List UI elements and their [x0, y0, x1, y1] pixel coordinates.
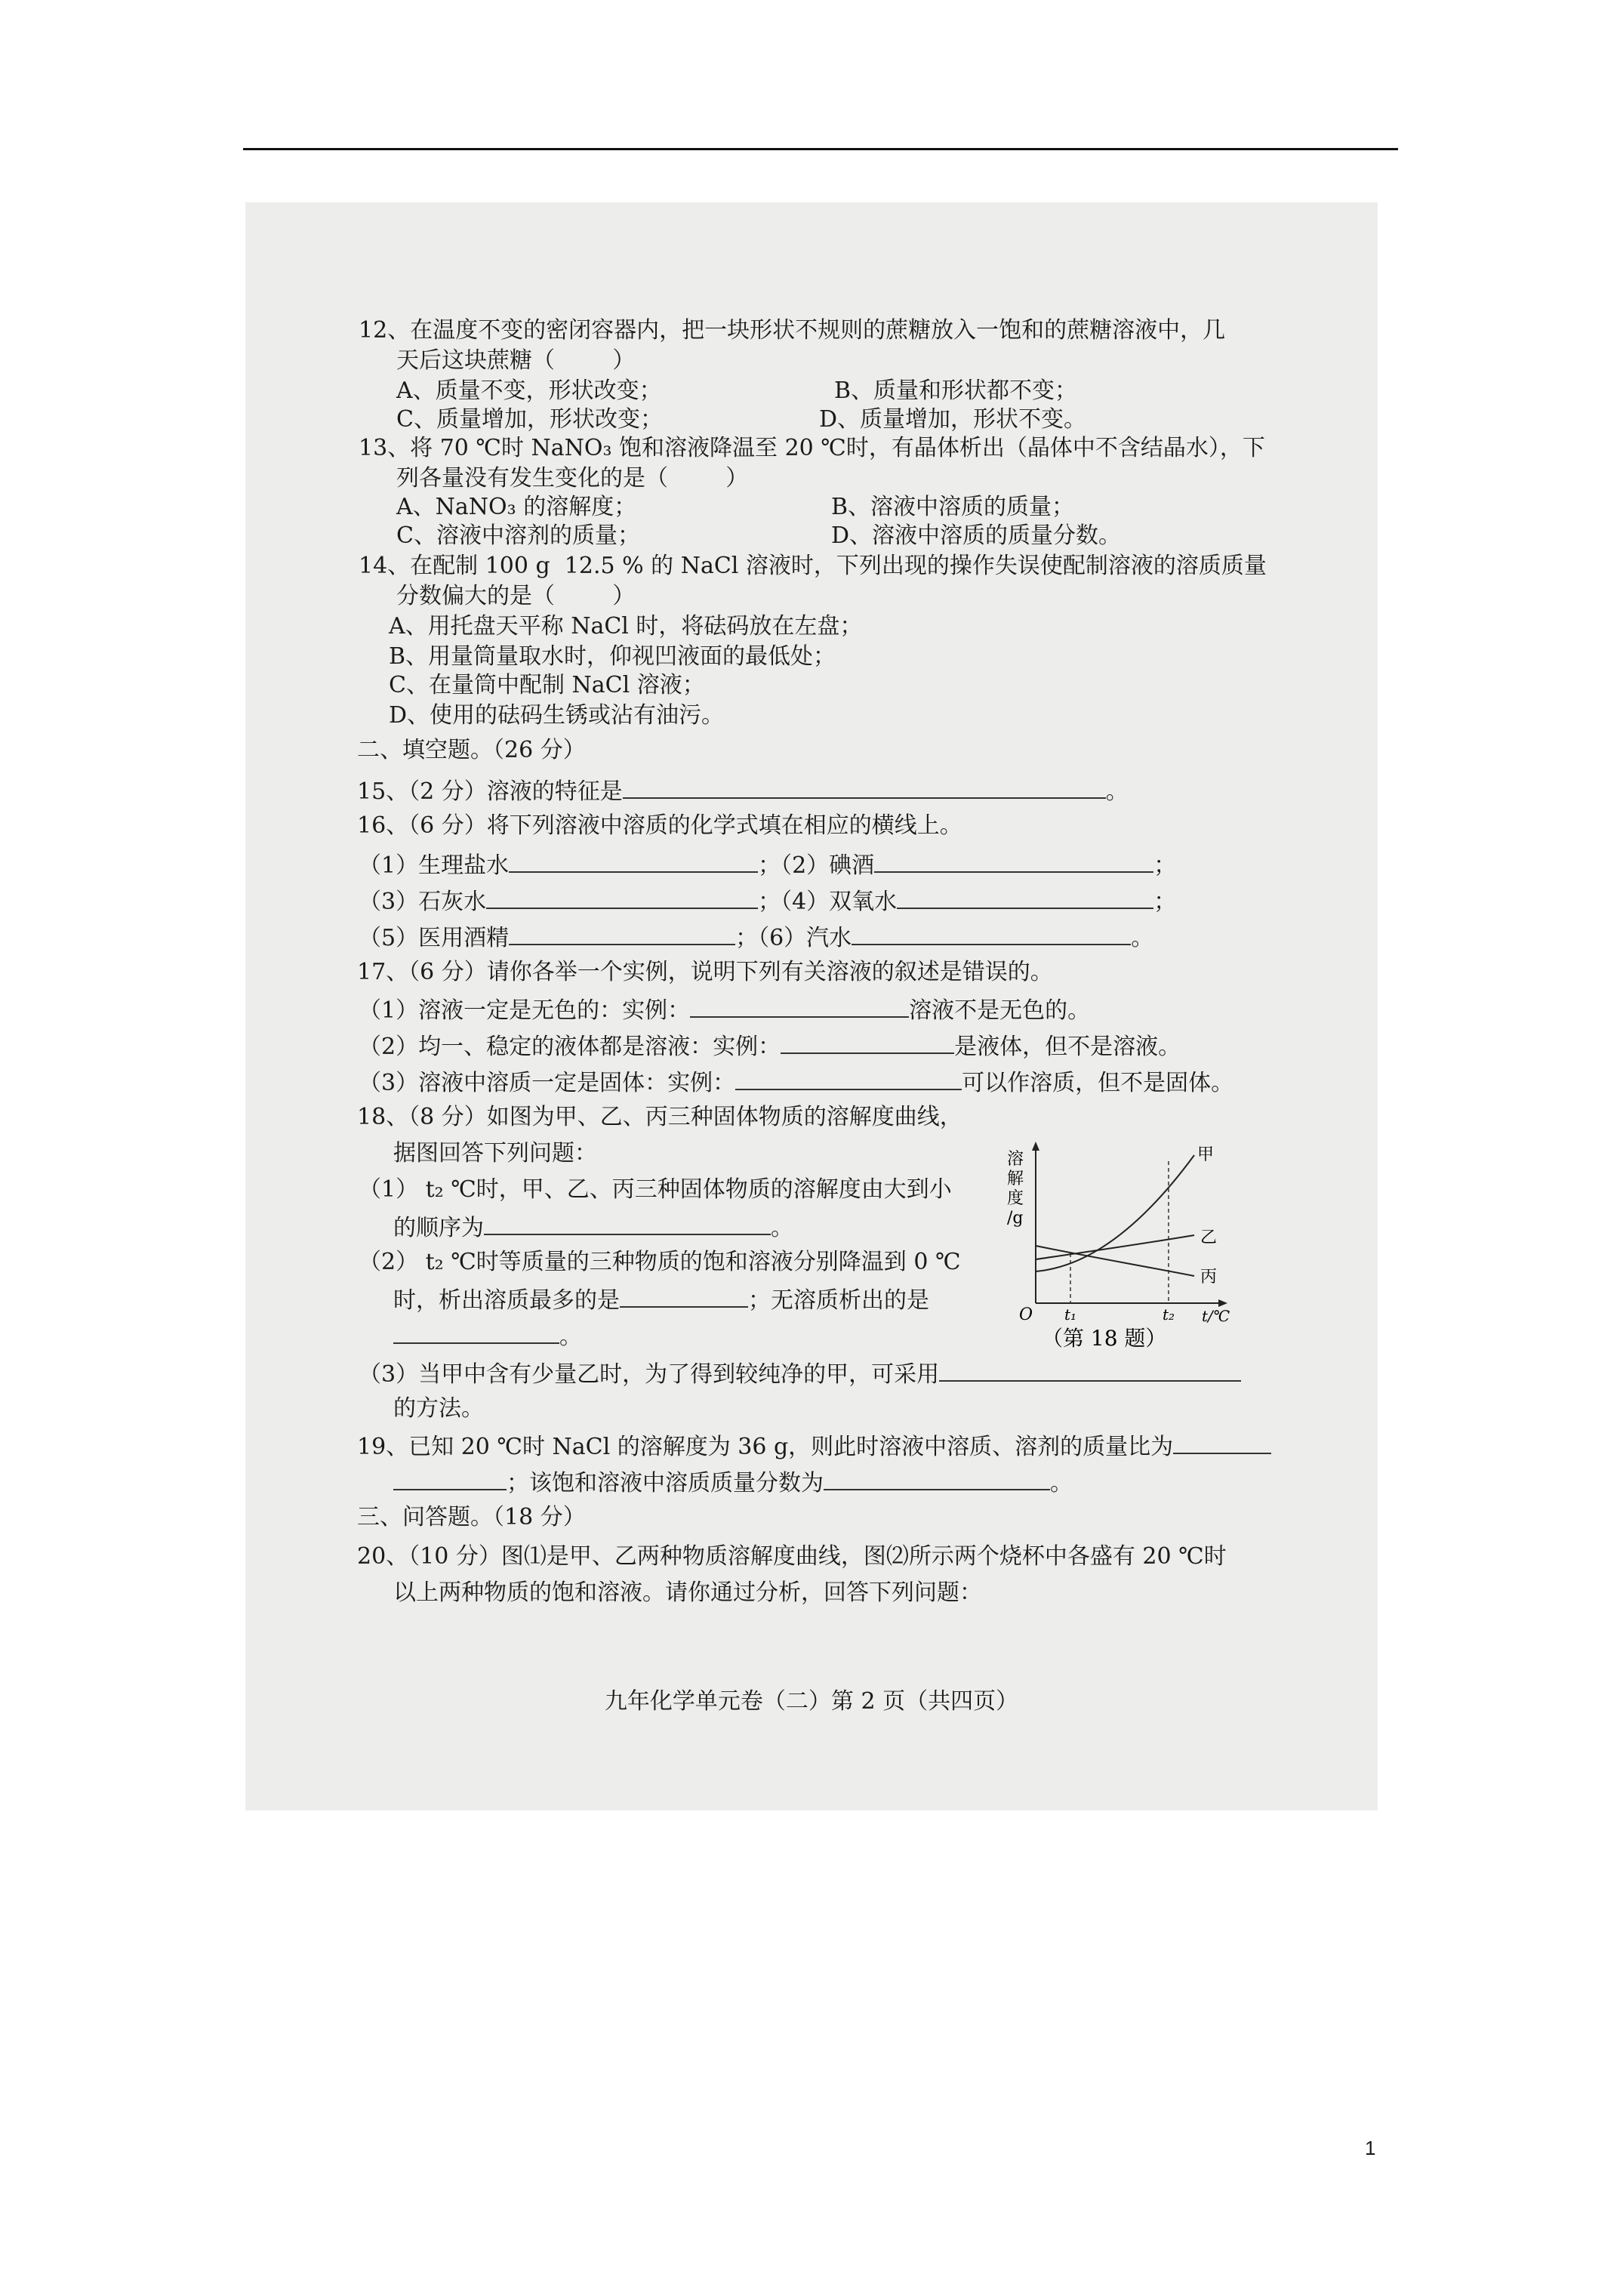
q16-blank-5[interactable]	[509, 921, 735, 945]
q16-item-3-label: （3）石灰水	[359, 889, 487, 915]
q16-blank-2[interactable]	[874, 849, 1153, 873]
figure-ylabel-4: /g	[1007, 1209, 1024, 1228]
q19-blank-1b[interactable]	[393, 1466, 507, 1490]
q18-part-2-b	[393, 1284, 929, 1316]
q17-line-2	[359, 1030, 1181, 1062]
q19-end: 。	[1050, 1470, 1073, 1496]
solubility-curve-figure	[996, 1139, 1246, 1350]
q18-part-3-b: 的方法。	[393, 1395, 484, 1422]
q16-blank-1[interactable]	[509, 849, 758, 873]
q15-end: 。	[1105, 778, 1129, 805]
q18-blank-2[interactable]	[620, 1284, 748, 1308]
q20-line-1: 20、（10 分）图⑴是甲、乙两种物质溶解度曲线，图⑵所示两个烧杯中各盛有 20 ℃时	[357, 1543, 1227, 1570]
q18-p1-end: 。	[771, 1215, 793, 1241]
figure-tick-t1: t₁	[1064, 1305, 1077, 1324]
section-qa-heading: 三、问答题。（18 分）	[357, 1504, 586, 1530]
q12-stem-1: 12、在温度不变的密闭容器内，把一块形状不规则的蔗糖放入一饱和的蔗糖溶液中，几	[359, 317, 1226, 344]
q15-blank[interactable]	[623, 775, 1106, 799]
q17-l2-suffix: 是液体，但不是溶液。	[954, 1034, 1181, 1060]
q13-option-b: B、溶液中溶质的质量；	[831, 494, 1075, 520]
q14-option-d: D、使用的砝码生锈或沾有油污。	[389, 702, 725, 729]
q16-blank-6[interactable]	[852, 921, 1131, 945]
q17-l2-prefix: （2）均一、稳定的液体都是溶液：实例：	[359, 1034, 781, 1060]
q18-stem-2: 据图回答下列问题：	[393, 1140, 597, 1166]
q17-blank-2[interactable]	[781, 1030, 954, 1054]
page-footer: 九年化学单元卷（二）第 2 页（共四页）	[604, 1688, 1019, 1715]
q17-blank-3[interactable]	[735, 1066, 962, 1090]
q14-stem-1: 14、在配制 100 g 12.5 % 的 NaCl 溶液时，下列出现的操作失误使配制溶液的溶质质量	[359, 553, 1267, 579]
q16-sep-2: ；	[1153, 889, 1177, 915]
q18-p2-end: 。	[559, 1324, 582, 1350]
q15-text: 15、（2 分）溶液的特征是	[357, 778, 623, 805]
figure-xlabel: t/℃	[1202, 1307, 1230, 1325]
q17-line-1	[359, 994, 1090, 1026]
q19-blank-2[interactable]	[824, 1466, 1050, 1490]
q18-p2-prefix: 时，析出溶质最多的是	[393, 1287, 620, 1314]
q19-text-2: ；该饱和溶液中溶质质量分数为	[507, 1470, 824, 1496]
q18-stem-1: 18、（8 分）如图为甲、乙、丙三种固体物质的溶解度曲线，	[357, 1104, 962, 1130]
q18-part-1-b	[393, 1211, 793, 1244]
q17-l3-prefix: （3）溶液中溶质一定是固体：实例：	[359, 1070, 736, 1096]
figure-ylabel-2: 解	[1007, 1170, 1024, 1188]
q13-stem-2: 列各量没有发生变化的是（ ）	[396, 465, 749, 492]
curve-yi-label: 乙	[1200, 1228, 1218, 1247]
q12-option-b: B、质量和形状都不变；	[834, 378, 1078, 404]
q17-stem: 17、（6 分）请你各举一个实例，说明下列有关溶液的叙述是错误的。	[357, 959, 1053, 985]
q16-row-2	[359, 885, 1176, 917]
q19-line-2	[393, 1466, 1073, 1499]
q16-stem: 16、（6 分）将下列溶液中溶质的化学式填在相应的横线上。	[357, 812, 962, 839]
figure-tick-t2: t₂	[1163, 1305, 1175, 1324]
figure-y-arrow	[1032, 1142, 1039, 1151]
q17-blank-1[interactable]	[690, 994, 909, 1018]
q18-part-2-c	[393, 1320, 582, 1352]
q17-l3-suffix: 可以作溶质，但不是固体。	[962, 1070, 1234, 1096]
q17-l1-suffix: 溶液不是无色的。	[909, 997, 1091, 1024]
q12-stem-2: 天后这块蔗糖（ ）	[396, 347, 636, 374]
q14-stem-2: 分数偏大的是（ ）	[396, 583, 636, 609]
q14-option-a: A、用托盘天平称 NaCl 时，将砝码放在左盘；	[389, 613, 863, 639]
q18-blank-4[interactable]	[939, 1358, 1241, 1382]
q15	[357, 775, 1129, 807]
figure-ylabel-3: 度	[1007, 1189, 1024, 1208]
q14-option-b: B、用量筒量取水时，仰视凹液面的最低处；	[389, 643, 836, 670]
q18-p1-prefix: 的顺序为	[393, 1215, 484, 1241]
figure-caption: （第 18 题）	[1042, 1326, 1167, 1350]
figure-origin: O	[1019, 1305, 1033, 1324]
curve-bing	[1036, 1246, 1194, 1276]
q18-p3-prefix: （3）当甲中含有少量乙时，为了得到较纯净的甲，可采用	[359, 1361, 940, 1388]
q18-blank-1[interactable]	[484, 1211, 771, 1235]
q12-option-c: C、质量增加，形状改变；	[396, 406, 663, 433]
q18-part-3-a	[359, 1358, 1241, 1390]
q19-line-1	[357, 1430, 1271, 1462]
q16-item-5-label: （5）医用酒精	[359, 925, 510, 951]
q16-sep-1: ；	[1153, 852, 1177, 879]
curve-bing-label: 丙	[1200, 1268, 1218, 1287]
q12-option-d: D、质量增加，形状不变。	[819, 406, 1087, 433]
scanned-page	[245, 202, 1378, 1811]
curve-jia	[1036, 1155, 1194, 1271]
q17-line-3	[359, 1066, 1233, 1099]
q16-blank-4[interactable]	[897, 885, 1153, 909]
page-number: 1	[1365, 2137, 1376, 2159]
q18-blank-3[interactable]	[393, 1320, 559, 1344]
q16-end: 。	[1131, 925, 1154, 951]
q16-row-3	[359, 921, 1153, 954]
section-fill-in-heading: 二、填空题。（26 分）	[357, 737, 586, 763]
q12-option-a: A、质量不变，形状改变；	[396, 378, 662, 404]
q18-p2-mid: ；无溶质析出的是	[748, 1287, 929, 1314]
q16-item-2-label: ；（2）碘酒	[758, 852, 875, 879]
q16-item-4-label: ；（4）双氧水	[758, 889, 898, 915]
curve-jia-label: 甲	[1197, 1145, 1215, 1164]
q18-part-1-a: （1） t₂ ℃时，甲、乙、丙三种固体物质的溶解度由大到小	[359, 1176, 952, 1203]
q16-item-1-label: （1）生理盐水	[359, 852, 510, 879]
figure-ylabel-1: 溶	[1007, 1150, 1024, 1169]
q13-option-d: D、溶液中溶质的质量分数。	[831, 522, 1122, 549]
figure-x-arrow	[1218, 1299, 1227, 1307]
q13-stem-1: 13、将 70 ℃时 NaNO₃ 饱和溶液降温至 20 ℃时，有晶体析出（晶体中不含结晶水），下	[359, 435, 1265, 461]
header-rule	[243, 148, 1398, 150]
q13-option-c: C、溶液中溶剂的质量；	[396, 522, 640, 549]
q19-text: 19、已知 20 ℃时 NaCl 的溶解度为 36 g，则此时溶液中溶质、溶剂的质量比为	[357, 1434, 1174, 1460]
q20-line-2: 以上两种物质的饱和溶液。请你通过分析，回答下列问题：	[393, 1579, 982, 1606]
q13-option-a: A、NaNO₃ 的溶解度；	[396, 494, 637, 520]
q14-option-c: C、在量筒中配制 NaCl 溶液；	[389, 672, 705, 698]
q16-row-1	[359, 849, 1176, 881]
q16-blank-3[interactable]	[486, 885, 758, 909]
q17-l1-prefix: （1）溶液一定是无色的：实例：	[359, 997, 691, 1024]
q18-part-2-a: （2） t₂ ℃时等质量的三种物质的饱和溶液分别降温到 0 ℃	[359, 1249, 961, 1275]
q16-item-6-label: ；（6）汽水	[735, 925, 852, 951]
q19-blank-1a[interactable]	[1173, 1430, 1271, 1454]
